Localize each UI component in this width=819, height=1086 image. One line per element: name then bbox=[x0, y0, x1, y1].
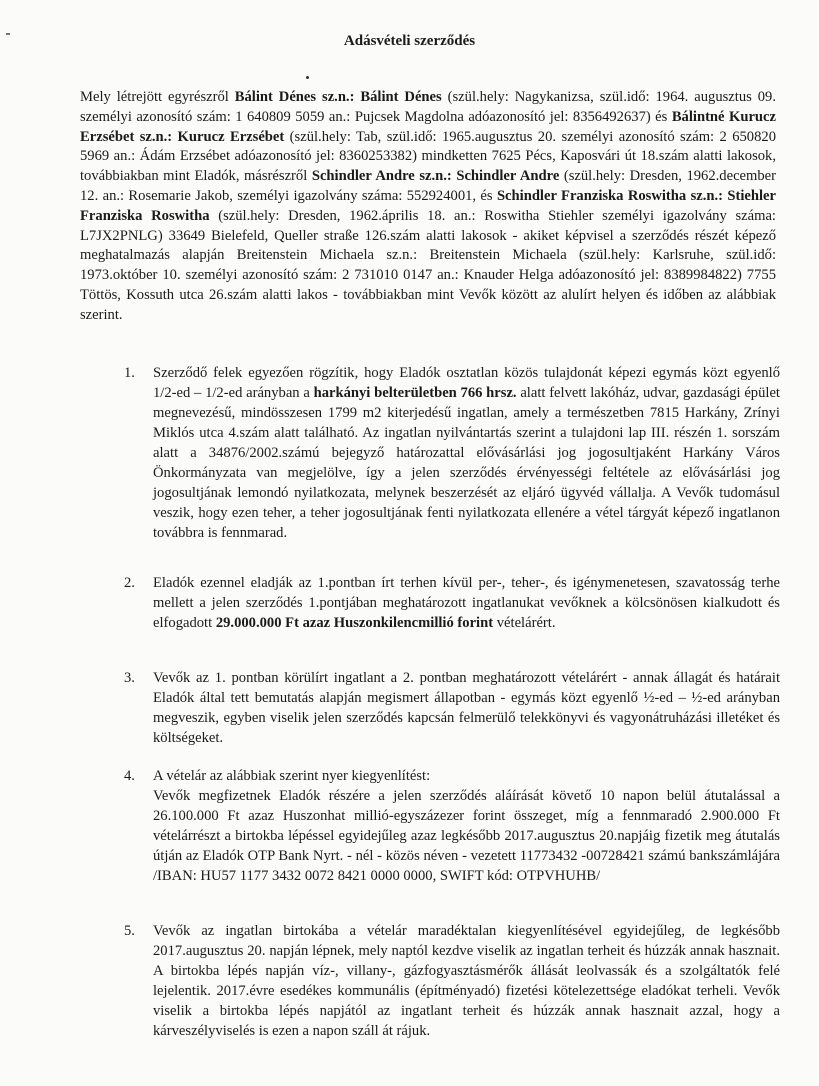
text-run: alatt felvett lakóház, udvar, gazdasági épület megnevezésű, mindösszesen 1799 m2 kiterjedésű ingatlan, amely a természetben 7815 Harkány, Zrínyi Miklós utca 4.szám alatt található. Az ingatlan nyilvántartás szerint a tulajdoni lap III. részén 1. sorszám alatt a 34876/2002.számú bejegyző határozattal elővásárlási jog jogosultjaként Harkány Város Önkormányzata van megjelölve, így a jelen szerződés érvényességi feltétele az elővásárlási jog jogosultjának lemondó nyilatkozata, melynek beszerzését az eljáró ügyvéd vállalja. A Vevők tudomásul veszik, hogy ezen teher, a teher jogosultjának fenti nyilatkozata ellenére a vétel tárgyát képező ingatlanon továbbra is fennmarad. bbox=[153, 385, 780, 541]
bold-text-run: Schindler Andre sz.n.: Schindler Andre bbox=[311, 168, 560, 185]
clause-text bbox=[153, 573, 780, 633]
clause-text bbox=[153, 363, 780, 543]
text-run: (szül.hely: Dresden, 1962.április 18. an.: Roswitha Stiehler személyi igazolvány száma: L7JX2PNLG) 33649 Bielefeld, Queller straße 126.szám alatti lakosok - akiket képvisel a szerződés részét képező meghatalmazás alapján Breitenstein Michaela sz.n.: Breitenstein Michaela (szül.hely: Karlsruhe, szül.idő: 1973.október 10. személyi azonosító szám: 2 731010 0147 an.: Knauder Helga adóazonosító jel: 8389984822) 7755 Töttös, Kossuth utca 26.szám alatti lakos - továbbiakban mint Vevők között az alulírt helyen és időben az alábbiak szerint. bbox=[80, 207, 776, 323]
clause-text bbox=[153, 668, 780, 748]
bold-text-run: Bálintné Kurucz Erzsébet sz.n.: Kurucz Erzsébet bbox=[80, 108, 777, 145]
clause-number: 5. bbox=[124, 923, 135, 939]
text-run: vételárért. bbox=[493, 615, 556, 631]
text-run: Eladók ezennel eladják az 1.pontban írt terhen kívül per-, teher-, és igénymenetesen, szavatosság terhe mellett a jelen szerződés 1.pontjában meghatározott ingatlanukat vevőknek a kölcsönösen kialkudott és elfogadott bbox=[153, 575, 780, 631]
text-run: A vételár az alábbiak szerint nyer kiegyenlítést: bbox=[153, 768, 431, 784]
text-run: Vevők az 1. pontban körülírt ingatlant a 2. pontban meghatározott vételárért - annak állagát és határait Eladók által tett bemutatás alapján megismert állapotban - egymás közt egyenlő ½-ed – ½-ed arányban megveszik, egyben viselik jelen szerződés kapcsán felmerülő telekkönyvi és vagyonátruházási illetéket és költségeket. bbox=[153, 670, 780, 746]
bold-text-run: Bálint Dénes sz.n.: Bálint Dénes bbox=[234, 89, 442, 105]
clause-number: 4. bbox=[124, 768, 135, 784]
text-run: (szül.hely: Nagykanizsa, szül.idő: 1964. augusztus 09. személyi azonosító szám: 1 640809 5059 an.: Pujcsek Magdolna adóazonosító jel: 8356492637) és bbox=[80, 89, 776, 125]
scan-dot bbox=[306, 76, 309, 79]
clause-text bbox=[153, 921, 780, 1041]
clause-number: 3. bbox=[124, 670, 135, 686]
clause-number: 2. bbox=[124, 575, 135, 591]
bold-text-run: harkányi belterületben 766 hrsz. bbox=[313, 385, 517, 401]
text-run: Szerződő felek egyezően rögzítik, hogy Eladók osztatlan közös tulajdonát képezi egymás közt egyenlő 1/2-ed – 1/2-ed arányban a bbox=[153, 365, 780, 401]
bold-text-run: 29.000.000 Ft azaz Huszonkilencmillió forint bbox=[215, 615, 494, 631]
intro-paragraph bbox=[80, 88, 776, 326]
clause-number: 1. bbox=[124, 365, 135, 381]
text-run: Vevők megfizetnek Eladók részére a jelen szerződés aláírását követő 10 napon belül átutalással a 26.100.000 Ft azaz Huszonhat millió-egyszázezer forint összeget, míg a fennmaradó 2.900.000 Ft vételárrészt a birtokba lépéssel egyidejűleg azaz legkésőbb 2017.augusztus 20.napjáig fizetik meg átutalás útján az Eladók OTP Bank Nyrt. - nél - közös néven - vezetett 11773432 -00728421 számú bankszámlájára /IBAN: HU57 1177 3432 0072 8421 0000 0000, SWIFT kód: OTPVHUHB/ bbox=[153, 788, 780, 884]
text-run: (szül.hely: Dresden, 1962.december 12. an.: Rosemarie Jakob, személyi igazolvány száma: 552924001, és bbox=[80, 168, 777, 204]
text-run: (szül.hely: Tab, szül.idő: 1965.augusztus 20. személyi azonosító szám: 2 650820 5969 an.: Ádám Erzsébet adóazonosító jel: 8360253382) mindketten 7625 Pécs, Kaposvári út 18.szám alatti lakosok, továbbiakban mint Eladók, másrészről bbox=[80, 128, 776, 185]
bold-text-run: Schindler Franziska Roswitha sz.n.: Stiehler Franziska Roswitha bbox=[80, 187, 776, 224]
text-run: Vevők az ingatlan birtokába a vételár maradéktalan kiegyenlítésével egyidejűleg, de legkésőbb 2017.augusztus 20. napján lépnek, mely naptól kezdve viselik az ingatlan terheit és húzzák annak hasznait. A birtokba lépés napján víz-, villany-, gázfogyasztásmérők állását leolvassák és a szolgáltatók felé lejelentik. 2017.évre esedékes kommunális (építményadó) fizetési kötelezettsége eladókat terheli. Vevők viselik a birtokba lépés napjától az ingatlant terheit és húzzák annak hasznait azzal, hogy a kárveszélyviselés is ezen a napon száll át rájuk. bbox=[153, 923, 780, 1039]
clause-text bbox=[153, 766, 780, 886]
text-run: Mely létrejött egyrészről bbox=[80, 89, 235, 105]
document-title: Adásvételi szerződés bbox=[343, 33, 476, 49]
